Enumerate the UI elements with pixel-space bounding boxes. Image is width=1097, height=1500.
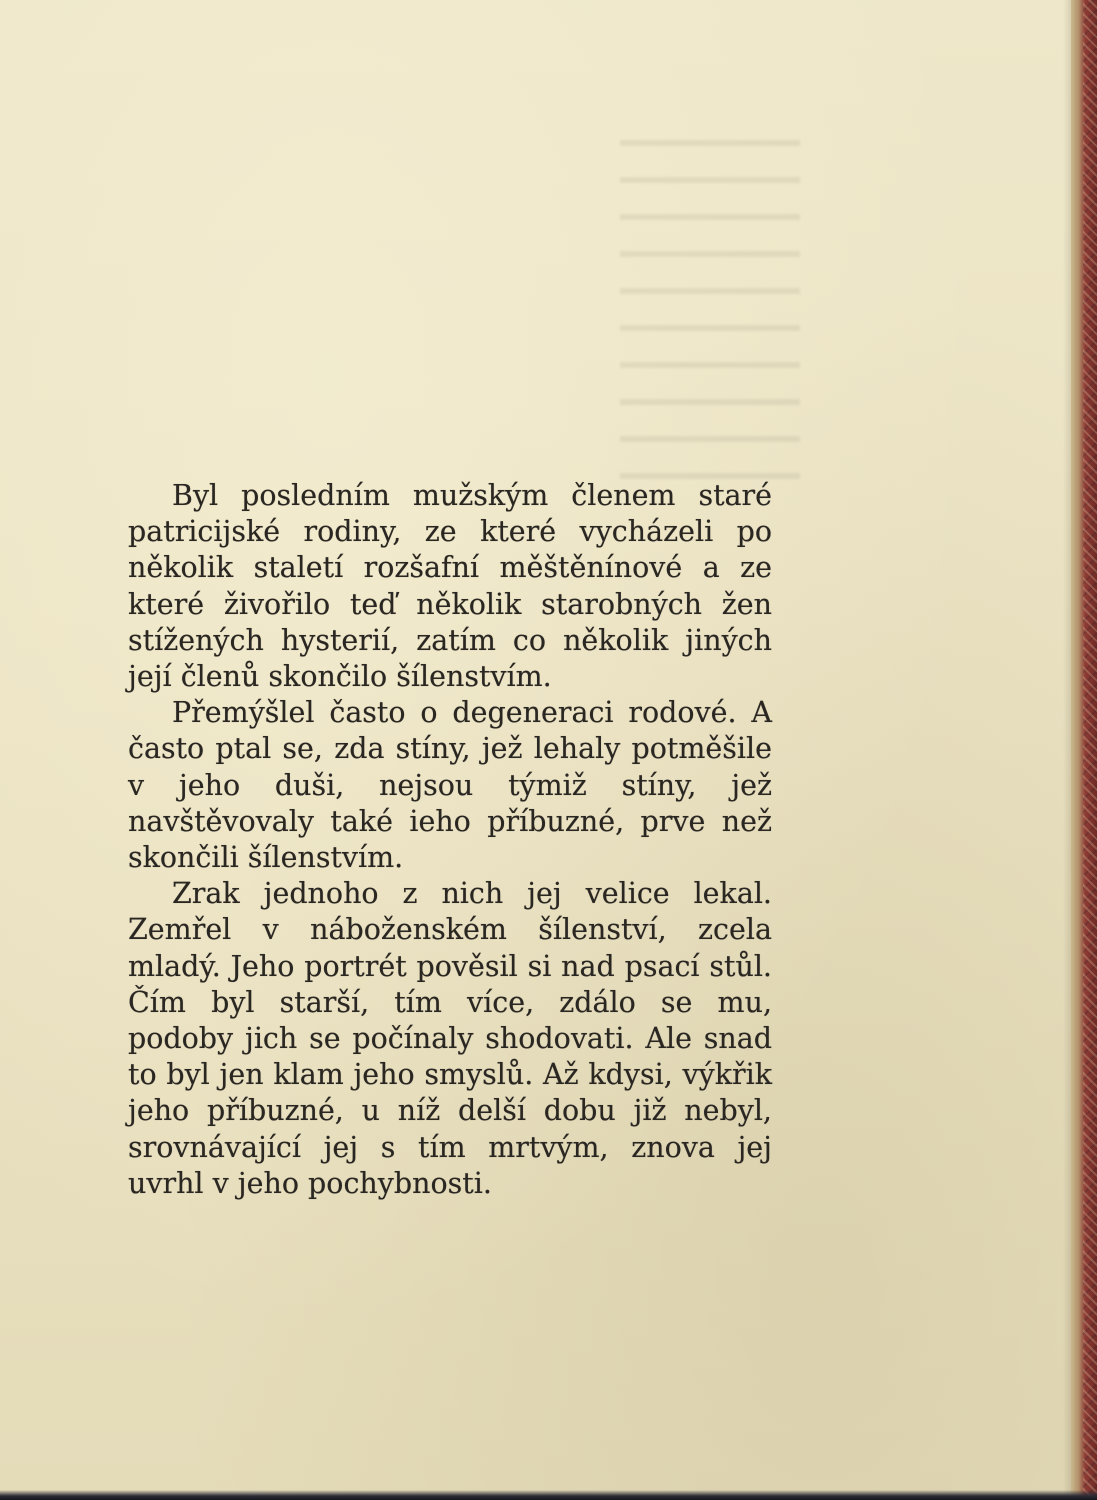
paragraph-3: Zrak jednoho z nich jej velice lekal. Zemřel v náboženském šílenství, zcela mladý. Jeho portrét pověsil si nad psací stůl. Čím byl starší, tím více, zdálo se mu, podoby jich se počínaly shodovati. Ale snad to byl jen klam jeho smyslů. Až kdysi, výkřik jeho příbuzné, u níž delší dobu již nebyl, srovnávající jej s tím mrtvým, znova jej uvrhl v jeho pochybnosti. bbox=[128, 877, 772, 1200]
marbled-edge-pattern bbox=[1083, 0, 1097, 1500]
bottom-edge bbox=[0, 1490, 1097, 1500]
paragraph-1: Byl posledním mužským členem staré patricijské rodiny, ze které vycházeli po několik staletí rozšafní měštěnínové a ze které živořilo teď několik starobných žen stížených hysterií, zatím co několik jiných její členů skončilo šílenstvím. bbox=[128, 479, 772, 694]
paragraph-2: Přemýšlel často o degeneraci rodové. A často ptal se, zda stíny, jež lehaly potměšile v jeho duši, nejsou týmiž stíny, jež navštěvovaly také ieho příbuzné, prve než skončili šílenstvím. bbox=[128, 696, 772, 875]
show-through-text bbox=[620, 140, 800, 480]
body-text bbox=[128, 478, 772, 1202]
